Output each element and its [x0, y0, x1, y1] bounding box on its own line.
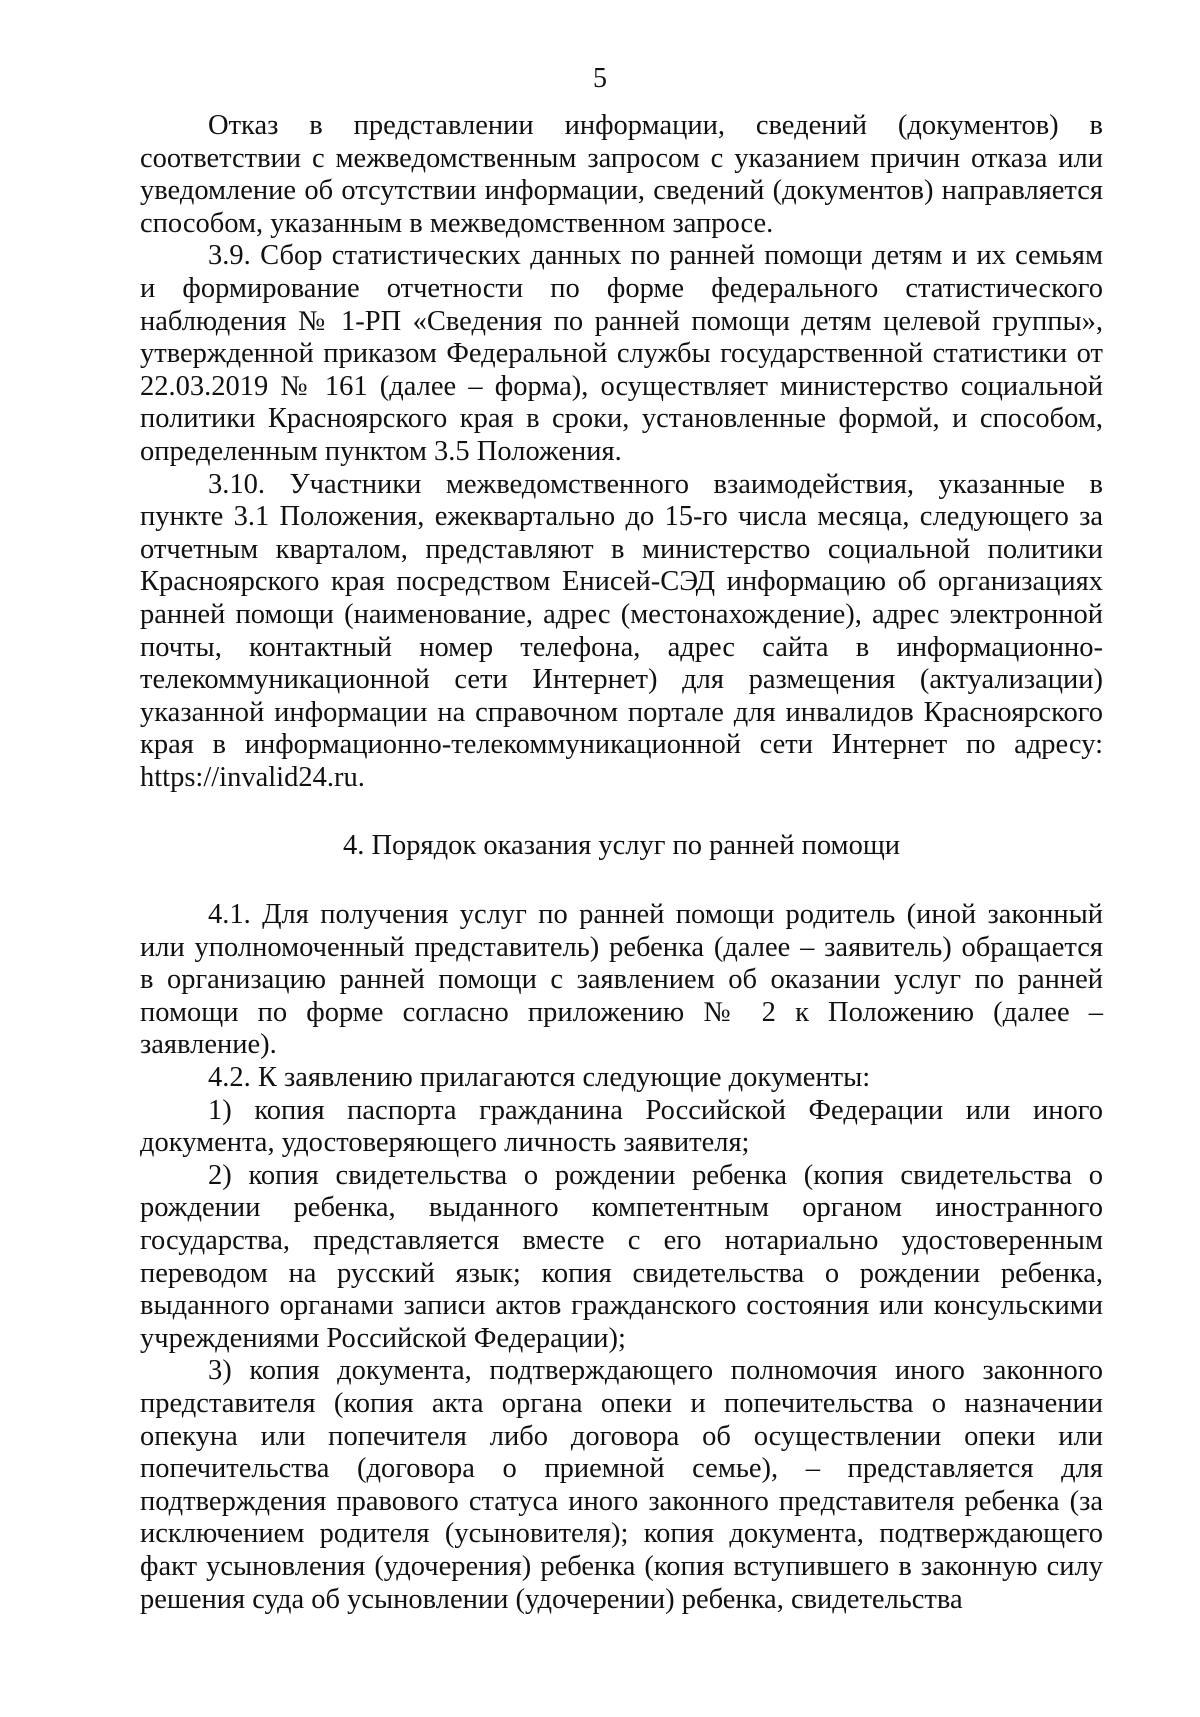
section-heading-wrapper [140, 794, 1103, 899]
paragraph-3-10: 3.10. Участники межведомственного взаимодействия, указанные в пункте 3.1 Положения, ежеквартально до 15-го числа месяца, следующего за отчетным кварталом, представляют в министерство социальной политики Красноярского края посредством Енисей-СЭД информацию об организациях ранней помощи (наименование, адрес (местонахождение), адрес электронной почты, контактный номер телефона, адрес сайта в информационно-телекоммуникационной сети Интернет) для размещения (актуализации) указанной информации на справочном портале для инвалидов Красноярского края в информационно-телекоммуникационной сети Интернет по адресу: https://invalid24.ru. [140, 468, 1103, 793]
section-heading: 4. Порядок оказания услуг по ранней помощи [342, 830, 901, 862]
list-item-2: 2) копия свидетельства о рождении ребенка (копия свидетельства о рождении ребенка, выданного компетентным органом иностранного государства, представляется вместе с его нотариально удостоверенным переводом на русский язык; копия свидетельства о рождении ребенка, выданного органами записи актов гражданского состояния или консульскими учреждениями Российской Федерации); [140, 1159, 1103, 1354]
list-item-1: 1) копия паспорта гражданина Российской Федерации или иного документа, удостоверяющего личность заявителя; [140, 1094, 1103, 1159]
document-body [140, 110, 1103, 1616]
paragraph-3-9: 3.9. Сбор статистических данных по ранней помощи детям и их семьям и формирование отчетности по форме федерального статистического наблюдения № 1-РП «Сведения по ранней помощи детям целевой группы», утвержденной приказом Федеральной службы государственной статистики от 22.03.2019 № 161 (далее – форма), осуществляет министерство социальной политики Красноярского края в сроки, установленные формой, и способом, определенным пунктом 3.5 Положения. [140, 240, 1103, 467]
page-number: 5 [593, 63, 607, 94]
paragraph-4-2: 4.2. К заявлению прилагаются следующие документы: [208, 1062, 871, 1094]
paragraph-refusal-notice: Отказ в представлении информации, сведений (документов) в соответствии с межведомственным запросом с указанием причин отказа или уведомление об отсутствии информации, сведений (документов) направляется способом, указанным в межведомственном запросе. [140, 110, 1103, 239]
list-item-3: 3) копия документа, подтверждающего полномочия иного законного представителя (копия акта органа опеки и попечительства о назначении опекуна или попечителя либо договора об осуществлении опеки или попечительства (договора о приемной семье), – представляется для подтверждения правового статуса иного законного представителя ребенка (за исключением родителя (усыновителя); копия документа, подтверждающего факт усыновления (удочерения) ребенка (копия вступившего в законную силу решения суда об усыновлении (удочерении) ребенка, свидетельства [140, 1355, 1103, 1615]
paragraph-4-1: 4.1. Для получения услуг по ранней помощи родитель (иной законный или уполномоченный представитель) ребенка (далее – заявитель) обращается в организацию ранней помощи с заявлением об оказании услуг по ранней помощи по форме согласно приложению № 2 к Положению (далее – заявление). [140, 899, 1103, 1061]
